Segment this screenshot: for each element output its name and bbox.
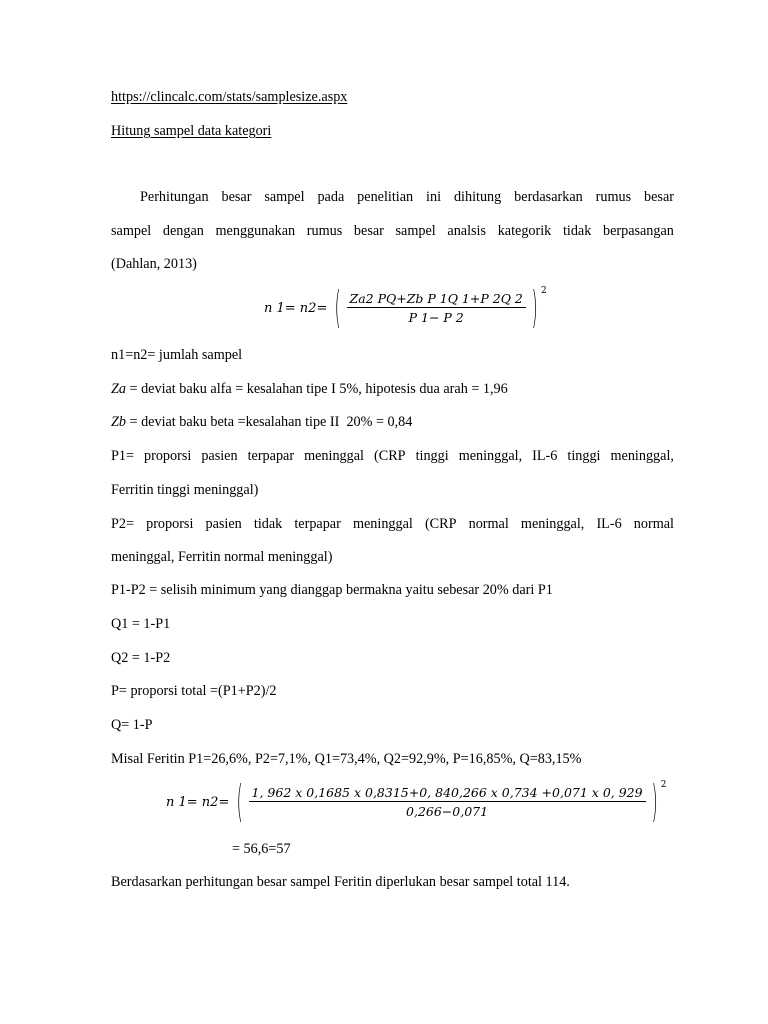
word: menggunakan xyxy=(215,223,296,239)
formula-numerator: Za2 PQ+Zb P 1Q 1+P 2Q 2 xyxy=(347,291,526,308)
left-paren: ( xyxy=(236,776,243,827)
section-link-heading[interactable]: Hitung sampel data kategori xyxy=(111,123,272,139)
word: kategorik xyxy=(497,223,552,239)
word: sampel xyxy=(395,223,436,239)
def-za xyxy=(111,380,508,398)
word: analsis xyxy=(447,223,487,239)
word: besar xyxy=(353,223,384,239)
word: meninggal, xyxy=(520,516,585,532)
sample-size-formula xyxy=(264,282,547,333)
def-q1: Q1 = 1-P1 xyxy=(111,616,171,632)
example-formula-lhs: n 1= n2= xyxy=(166,794,230,810)
def-p2-line-1 xyxy=(111,515,674,533)
word: tidak xyxy=(253,516,283,532)
word: proporsi xyxy=(146,516,194,532)
word: meninggal, xyxy=(610,448,674,464)
word: besar xyxy=(221,189,252,205)
word: P2= xyxy=(111,516,134,532)
formula-exponent: 2 xyxy=(541,286,547,296)
formula-fraction xyxy=(347,291,526,325)
word: besar xyxy=(644,189,674,205)
intro-line-2 xyxy=(111,222,674,240)
reference-link[interactable]: https://clincalc.com/stats/samplesize.aspx xyxy=(111,89,348,105)
zb-symbol: Zb xyxy=(111,414,126,430)
word: penelitian xyxy=(357,189,414,205)
def-p1-line-1 xyxy=(111,447,674,465)
word: terpapar xyxy=(247,448,295,464)
word: IL-6 xyxy=(532,448,558,464)
word: meninggal xyxy=(352,516,413,532)
word: ini xyxy=(426,189,442,205)
formula-lhs: n 1= n2= xyxy=(264,300,328,316)
word: pasien xyxy=(205,516,242,532)
word: berdasarkan xyxy=(514,189,583,205)
intro-line-3: (Dahlan, 2013) xyxy=(111,256,197,272)
word: pasien xyxy=(201,448,238,464)
right-paren: ) xyxy=(531,282,538,333)
word: normal xyxy=(633,516,674,532)
word: IL-6 xyxy=(596,516,622,532)
def-q2: Q2 = 1-P2 xyxy=(111,650,171,666)
word: sampel xyxy=(111,223,152,239)
za-symbol: Za xyxy=(111,381,126,397)
word: meninggal, xyxy=(458,448,523,464)
word: (CRP xyxy=(424,516,457,532)
def-p1-p2: P1-P2 = selisih minimum yang dianggap bermakna yaitu sebesar 20% dari P1 xyxy=(111,582,553,598)
conclusion: Berdasarkan perhitungan besar sampel Feritin diperlukan besar sampel total 114. xyxy=(111,874,570,890)
intro-line-1 xyxy=(140,188,674,206)
word: tinggi xyxy=(415,448,449,464)
formula-denominator: P 1− P 2 xyxy=(408,310,464,325)
example-formula-denominator: 0,266−0,071 xyxy=(406,804,489,819)
def-p1-line-2: Ferritin tinggi meninggal) xyxy=(111,482,259,498)
word: rumus xyxy=(595,189,632,205)
example-formula-fraction xyxy=(249,785,646,819)
zb-text: = deviat baku beta =kesalahan tipe II 20% = 0,84 xyxy=(125,414,413,430)
example-formula xyxy=(166,776,667,827)
word: berpasangan xyxy=(602,223,674,239)
word: P1= xyxy=(111,448,134,464)
word: meninggal xyxy=(304,448,364,464)
word: dengan xyxy=(162,223,204,239)
example-values: Misal Feritin P1=26,6%, P2=7,1%, Q1=73,4%, Q2=92,9%, P=16,85%, Q=83,15% xyxy=(111,751,582,767)
word: tinggi xyxy=(567,448,601,464)
word: normal xyxy=(468,516,509,532)
def-p: P= proporsi total =(P1+P2)/2 xyxy=(111,683,277,699)
right-paren: ) xyxy=(651,776,658,827)
word: proporsi xyxy=(144,448,192,464)
word: pada xyxy=(317,189,345,205)
example-result: = 56,6=57 xyxy=(232,841,291,857)
def-zb xyxy=(111,413,412,431)
word: tidak xyxy=(562,223,592,239)
word: rumus xyxy=(306,223,343,239)
example-formula-exponent: 2 xyxy=(660,780,667,790)
example-formula-numerator: 1, 962 x 0,1685 x 0,8315+0, 840,266 x 0,734 +0,071 x 0, 929 xyxy=(249,785,646,802)
word: dihitung xyxy=(453,189,502,205)
def-q: Q= 1-P xyxy=(111,717,153,733)
left-paren: ( xyxy=(334,282,341,333)
word: (CRP xyxy=(374,448,406,464)
def-p2-line-2: meninggal, Ferritin normal meninggal) xyxy=(111,549,333,565)
word: sampel xyxy=(264,189,305,205)
word: terpapar xyxy=(294,516,341,532)
za-text: = deviat baku alfa = kesalahan tipe I 5%, hipotesis dua arah = 1,96 xyxy=(125,381,508,397)
word: Perhitungan xyxy=(140,189,209,205)
def-n: n1=n2= jumlah sampel xyxy=(111,347,243,363)
